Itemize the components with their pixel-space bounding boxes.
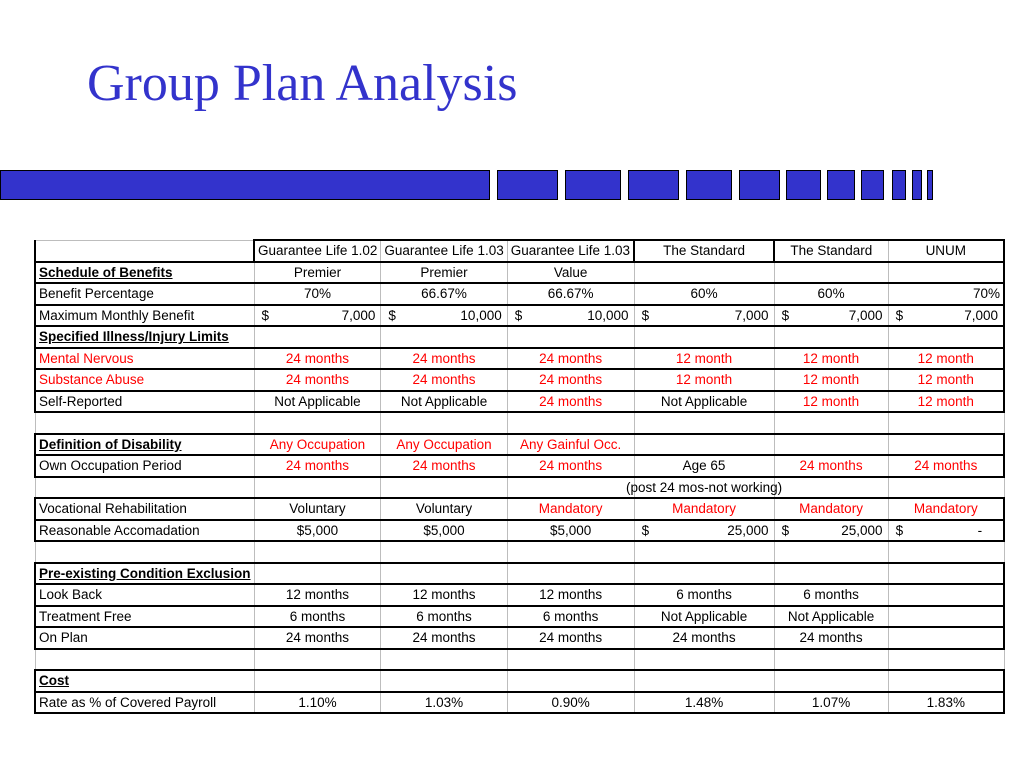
empty-cell bbox=[35, 541, 254, 563]
empty-cell bbox=[634, 412, 774, 434]
bar-segment bbox=[565, 170, 621, 200]
currency-symbol: $ bbox=[641, 522, 650, 538]
empty-cell bbox=[888, 412, 1004, 434]
table-cell: 70% bbox=[888, 283, 1004, 305]
decorative-bar-strip bbox=[0, 170, 1024, 204]
table-cell: Not Applicable bbox=[774, 606, 888, 628]
amount: 10,000 bbox=[587, 307, 629, 323]
table-cell bbox=[888, 670, 1004, 692]
section-heading-cost: Cost bbox=[35, 670, 254, 692]
table-cell: 12 months bbox=[254, 584, 381, 606]
table-cell bbox=[888, 563, 1004, 585]
table-cell: Not Applicable bbox=[634, 606, 774, 628]
table-cell: Not Applicable bbox=[381, 391, 507, 413]
bar-segment bbox=[861, 170, 884, 200]
table-cell: 6 months bbox=[254, 606, 381, 628]
table-row bbox=[35, 434, 1004, 456]
table-cell: $5,000 bbox=[254, 520, 381, 542]
currency-symbol: $ bbox=[895, 307, 904, 323]
table-cell bbox=[254, 326, 381, 348]
table-cell bbox=[888, 606, 1004, 628]
table-cell: 24 months bbox=[254, 369, 381, 391]
table-cell bbox=[774, 670, 888, 692]
table-cell: 6 months bbox=[634, 584, 774, 606]
empty-cell bbox=[507, 477, 634, 499]
table-cell: 12 month bbox=[634, 369, 774, 391]
table-cell: 24 months bbox=[507, 369, 634, 391]
empty-cell bbox=[774, 477, 888, 499]
table-cell: 66.67% bbox=[507, 283, 634, 305]
currency-symbol: $ bbox=[781, 522, 790, 538]
table-cell: 6 months bbox=[774, 584, 888, 606]
table-cell: Mandatory bbox=[888, 498, 1004, 520]
table-cell bbox=[254, 305, 381, 327]
empty-cell bbox=[888, 649, 1004, 671]
table-cell bbox=[634, 563, 774, 585]
table-cell: Mandatory bbox=[774, 498, 888, 520]
table-cell: $5,000 bbox=[381, 520, 507, 542]
table-header-row bbox=[35, 240, 1004, 262]
table-cell bbox=[507, 670, 634, 692]
table-cell: 1.10% bbox=[254, 692, 381, 714]
table-cell: 24 months bbox=[774, 455, 888, 477]
table-row bbox=[35, 369, 1004, 391]
empty-cell bbox=[634, 541, 774, 563]
header-corner-cell bbox=[35, 240, 254, 262]
column-header: The Standard bbox=[634, 240, 774, 262]
table-cell: Age 65 bbox=[634, 455, 774, 477]
empty-cell bbox=[254, 649, 381, 671]
table-cell: 24 months bbox=[507, 627, 634, 649]
column-header: Guarantee Life 1.03 bbox=[507, 240, 634, 262]
column-header: The Standard bbox=[774, 240, 888, 262]
table-cell: 24 months bbox=[381, 369, 507, 391]
table-cell bbox=[507, 563, 634, 585]
table-cell bbox=[634, 305, 774, 327]
table-row bbox=[35, 498, 1004, 520]
table-cell: Not Applicable bbox=[254, 391, 381, 413]
table-cell: 24 months bbox=[381, 455, 507, 477]
empty-cell bbox=[888, 477, 1004, 499]
table-cell bbox=[254, 670, 381, 692]
spacer-row bbox=[35, 412, 1004, 434]
table-cell: Not Applicable bbox=[634, 391, 774, 413]
row-label: Vocational Rehabilitation bbox=[35, 498, 254, 520]
table-cell: 60% bbox=[774, 283, 888, 305]
table-cell: 12 months bbox=[381, 584, 507, 606]
table-cell: 66.67% bbox=[381, 283, 507, 305]
empty-cell bbox=[507, 412, 634, 434]
table-cell bbox=[888, 434, 1004, 456]
column-header: UNUM bbox=[888, 240, 1004, 262]
table-cell bbox=[888, 627, 1004, 649]
table-cell: 1.48% bbox=[634, 692, 774, 714]
table-cell bbox=[634, 326, 774, 348]
row-label: Rate as % of Covered Payroll bbox=[35, 692, 254, 714]
empty-cell bbox=[381, 541, 507, 563]
table-cell: 24 months bbox=[254, 627, 381, 649]
spacer-row bbox=[35, 649, 1004, 671]
table-cell: 12 month bbox=[774, 369, 888, 391]
table-cell: $5,000 bbox=[507, 520, 634, 542]
table-cell: 24 months bbox=[507, 391, 634, 413]
plan-comparison-table bbox=[34, 239, 1005, 714]
empty-cell bbox=[381, 412, 507, 434]
empty-cell bbox=[254, 412, 381, 434]
spacer-row bbox=[35, 541, 1004, 563]
table-cell bbox=[634, 434, 774, 456]
table-cell bbox=[626, 477, 783, 499]
table-cell: Voluntary bbox=[381, 498, 507, 520]
table-cell: Value bbox=[507, 262, 634, 284]
table-cell bbox=[634, 262, 774, 284]
empty-cell bbox=[888, 541, 1004, 563]
column-header: Guarantee Life 1.03 bbox=[381, 240, 507, 262]
empty-cell bbox=[254, 541, 381, 563]
own-occupation-note: (post 24 mos-not working) bbox=[626, 479, 783, 495]
currency-symbol: $ bbox=[388, 307, 396, 323]
currency-symbol: $ bbox=[895, 522, 904, 538]
currency-symbol: $ bbox=[514, 307, 523, 323]
bar-segment bbox=[739, 170, 780, 200]
table-row bbox=[35, 692, 1004, 714]
table-row bbox=[35, 262, 1004, 284]
table-cell: Any Gainful Occ. bbox=[507, 434, 634, 456]
table-cell bbox=[634, 670, 774, 692]
row-label: Benefit Percentage bbox=[35, 283, 254, 305]
row-label: Maximum Monthly Benefit bbox=[35, 305, 254, 327]
amount: 7,000 bbox=[734, 307, 769, 323]
row-label: Self-Reported bbox=[35, 391, 254, 413]
section-heading-preexisting: Pre-existing Condition Exclusion bbox=[35, 563, 254, 585]
bar-segment bbox=[497, 170, 558, 200]
table-cell: 12 month bbox=[888, 369, 1004, 391]
column-header: Guarantee Life 1.02 bbox=[254, 240, 381, 262]
table-cell bbox=[634, 520, 774, 542]
table-cell: 24 months bbox=[507, 348, 634, 370]
table-row bbox=[35, 627, 1004, 649]
empty-cell bbox=[254, 477, 381, 499]
amount: 25,000 bbox=[727, 522, 769, 538]
table-cell: 60% bbox=[634, 283, 774, 305]
table-cell bbox=[381, 670, 507, 692]
table-cell: Mandatory bbox=[634, 498, 774, 520]
bar-segment bbox=[827, 170, 855, 200]
table-cell: 1.83% bbox=[888, 692, 1004, 714]
table-cell: 24 months bbox=[381, 627, 507, 649]
row-label: Mental Nervous bbox=[35, 348, 254, 370]
empty-cell bbox=[774, 649, 888, 671]
table-cell: 24 months bbox=[254, 348, 381, 370]
table-cell: 1.07% bbox=[774, 692, 888, 714]
amount: 7,000 bbox=[964, 307, 999, 323]
table-cell bbox=[381, 326, 507, 348]
table-cell bbox=[774, 305, 888, 327]
table-cell bbox=[507, 305, 634, 327]
empty-cell bbox=[634, 649, 774, 671]
amount: 7,000 bbox=[341, 307, 376, 323]
amount: 25,000 bbox=[841, 522, 883, 538]
row-label: Look Back bbox=[35, 584, 254, 606]
amount: 7,000 bbox=[848, 307, 883, 323]
table-cell: 24 months bbox=[888, 455, 1004, 477]
table-cell: Voluntary bbox=[254, 498, 381, 520]
bar-segment bbox=[0, 170, 490, 200]
table-cell: 12 month bbox=[634, 348, 774, 370]
empty-cell bbox=[507, 649, 634, 671]
currency-symbol: $ bbox=[781, 307, 790, 323]
table-row bbox=[35, 391, 1004, 413]
bar-segment bbox=[686, 170, 732, 200]
table-row bbox=[35, 283, 1004, 305]
table-cell: 24 months bbox=[507, 455, 634, 477]
table-cell bbox=[888, 520, 1004, 542]
table-cell bbox=[774, 434, 888, 456]
empty-cell bbox=[35, 477, 254, 499]
currency-symbol: $ bbox=[261, 307, 270, 323]
table-cell: 24 months bbox=[774, 627, 888, 649]
table-cell bbox=[888, 262, 1004, 284]
table-cell bbox=[774, 262, 888, 284]
row-label: On Plan bbox=[35, 627, 254, 649]
table-cell: 12 month bbox=[888, 391, 1004, 413]
table-cell: Any Occupation bbox=[381, 434, 507, 456]
table-cell: Premier bbox=[381, 262, 507, 284]
table-cell: 12 months bbox=[507, 584, 634, 606]
table-cell bbox=[888, 326, 1004, 348]
table-cell: Premier bbox=[254, 262, 381, 284]
table-cell: 24 months bbox=[634, 627, 774, 649]
table-cell bbox=[888, 305, 1004, 327]
bar-segment bbox=[927, 170, 933, 200]
currency-symbol: $ bbox=[641, 307, 650, 323]
table-cell: 12 month bbox=[774, 391, 888, 413]
section-heading-disability: Definition of Disability bbox=[35, 434, 254, 456]
table-cell bbox=[888, 584, 1004, 606]
table-cell: 24 months bbox=[254, 455, 381, 477]
table-row bbox=[35, 348, 1004, 370]
table-row bbox=[35, 606, 1004, 628]
table-cell: 6 months bbox=[381, 606, 507, 628]
table-cell bbox=[774, 563, 888, 585]
row-label: Own Occupation Period bbox=[35, 455, 254, 477]
table-cell: 12 month bbox=[774, 348, 888, 370]
table-cell bbox=[381, 563, 507, 585]
table-row bbox=[35, 455, 1004, 477]
table-cell: 6 months bbox=[507, 606, 634, 628]
row-label: Substance Abuse bbox=[35, 369, 254, 391]
empty-cell bbox=[35, 412, 254, 434]
bar-segment bbox=[628, 170, 679, 200]
table-row bbox=[35, 670, 1004, 692]
amount: 10,000 bbox=[460, 307, 502, 323]
table-cell: 0.90% bbox=[507, 692, 634, 714]
table-cell bbox=[381, 305, 507, 327]
table-row bbox=[35, 520, 1004, 542]
row-label: Reasonable Accomadation bbox=[35, 520, 254, 542]
bar-segment bbox=[912, 170, 922, 200]
empty-cell bbox=[774, 541, 888, 563]
table-row bbox=[35, 563, 1004, 585]
bar-segment bbox=[786, 170, 821, 200]
empty-cell bbox=[381, 477, 507, 499]
section-heading-schedule: Schedule of Benefits bbox=[35, 262, 254, 284]
table-cell bbox=[507, 326, 634, 348]
bar-segment bbox=[892, 170, 906, 200]
table-cell: 12 month bbox=[888, 348, 1004, 370]
table-cell bbox=[254, 563, 381, 585]
table-cell: 1.03% bbox=[381, 692, 507, 714]
table-row bbox=[35, 305, 1004, 327]
table-cell bbox=[774, 520, 888, 542]
table-row bbox=[35, 584, 1004, 606]
table-cell: Any Occupation bbox=[254, 434, 381, 456]
table-cell: Mandatory bbox=[507, 498, 634, 520]
amount: - bbox=[977, 522, 983, 538]
row-label: Treatment Free bbox=[35, 606, 254, 628]
table-row bbox=[35, 477, 1004, 499]
table-cell bbox=[774, 326, 888, 348]
table-row bbox=[35, 326, 1004, 348]
table-cell: 70% bbox=[254, 283, 381, 305]
empty-cell bbox=[35, 649, 254, 671]
section-heading-illness: Specified Illness/Injury Limits bbox=[35, 326, 254, 348]
empty-cell bbox=[381, 649, 507, 671]
empty-cell bbox=[507, 541, 634, 563]
slide-title: Group Plan Analysis bbox=[87, 55, 518, 112]
empty-cell bbox=[774, 412, 888, 434]
table-cell: 24 months bbox=[381, 348, 507, 370]
